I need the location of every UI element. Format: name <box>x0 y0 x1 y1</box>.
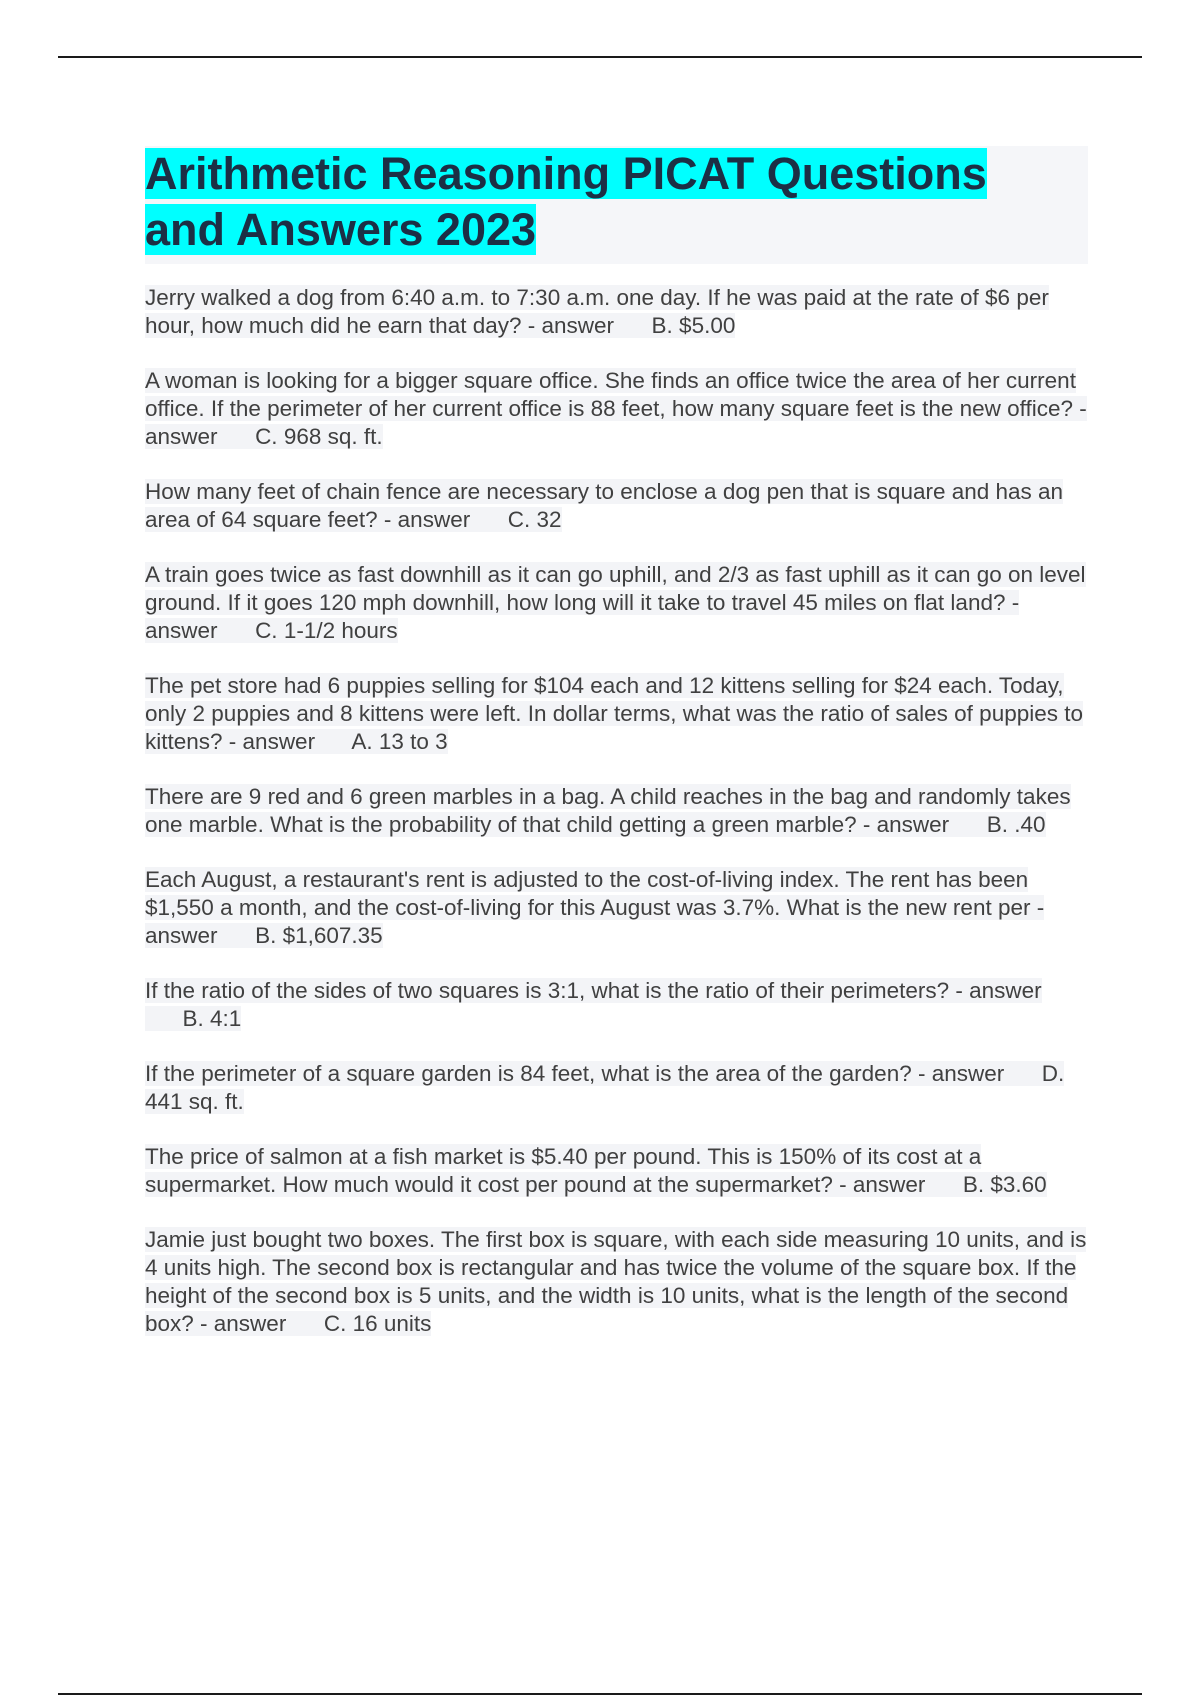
qa-item <box>145 561 1090 645</box>
qa-list <box>145 284 1090 1365</box>
title-line-2: and Answers 2023 <box>145 204 537 255</box>
question-text: If the perimeter of a square garden is 84 feet, what is the area of the garden? - answer <box>145 1061 1005 1086</box>
question-text: There are 9 red and 6 green marbles in a bag. A child reaches in the bag and randomly takes one marble. What is the probability of that child getting a green marble? - answer <box>145 784 1071 837</box>
answer-text: D. 441 sq. ft. <box>145 1061 1065 1114</box>
answer-text: B. .40 <box>986 812 1046 837</box>
answer-text: C. 32 <box>507 507 562 532</box>
question-text: The price of salmon at a fish market is $5.40 per pound. This is 150% of its cost at a supermarket. How much would it cost per pound at the supermarket? - answer <box>145 1144 982 1197</box>
title-block <box>145 146 1088 264</box>
qa-item <box>145 672 1090 756</box>
answer-text: C. 16 units <box>323 1311 432 1336</box>
answer-text: B. $1,607.35 <box>255 923 383 948</box>
qa-item <box>145 478 1090 534</box>
question-text: A woman is looking for a bigger square office. She finds an office twice the area of her current office. If the perimeter of her current office is 88 feet, how many square feet is the new office? - answer <box>145 368 1087 449</box>
qa-item <box>145 866 1090 950</box>
question-text: Jerry walked a dog from 6:40 a.m. to 7:30 a.m. one day. If he was paid at the rate of $6 per hour, how much did he earn that day? - answer <box>145 285 1049 338</box>
footer-rule <box>58 1693 1142 1695</box>
answer-text: B. $3.60 <box>962 1172 1047 1197</box>
answer-text: B. $5.00 <box>651 313 736 338</box>
qa-item <box>145 977 1090 1033</box>
title-line-1: Arithmetic Reasoning PICAT Questions <box>145 148 987 199</box>
page-title <box>145 146 1088 258</box>
qa-item <box>145 367 1090 451</box>
answer-text: C. 1-1/2 hours <box>255 618 398 643</box>
qa-item <box>145 783 1090 839</box>
answer-text: A. 13 to 3 <box>351 729 448 754</box>
question-text: If the ratio of the sides of two squares is 3:1, what is the ratio of their perimeters? - answer <box>145 978 1042 1003</box>
question-text: Each August, a restaurant's rent is adjusted to the cost-of-living index. The rent has been $1,550 a month, and the cost-of-living for this August was 3.7%. What is the new rent per - answer <box>145 867 1045 948</box>
question-text: The pet store had 6 puppies selling for $104 each and 12 kittens selling for $24 each. Today, only 2 puppies and 8 kittens were left. In dollar terms, what was the ratio of sales of puppies to kittens? - answer <box>145 673 1084 754</box>
answer-text: C. 968 sq. ft. <box>255 424 383 449</box>
answer-text: B. 4:1 <box>182 1006 242 1031</box>
question-text: Jamie just bought two boxes. The first box is square, with each side measuring 10 units, and is 4 units high. The second box is rectangular and has twice the volume of the square box. If the height of the second box is 5 units, and the width is 10 units, what is the length of the second box? - answer <box>145 1227 1087 1336</box>
qa-item <box>145 1226 1090 1338</box>
header-rule <box>58 56 1142 58</box>
qa-item <box>145 1143 1090 1199</box>
qa-item <box>145 284 1090 340</box>
question-text: A train goes twice as fast downhill as it can go uphill, and 2/3 as fast uphill as it can go on level ground. If it goes 120 mph downhill, how long will it take to travel 45 miles on flat land? - answer <box>145 562 1086 643</box>
qa-item <box>145 1060 1090 1116</box>
question-text: How many feet of chain fence are necessary to enclose a dog pen that is square and has an area of 64 square feet? - answer <box>145 479 1064 532</box>
